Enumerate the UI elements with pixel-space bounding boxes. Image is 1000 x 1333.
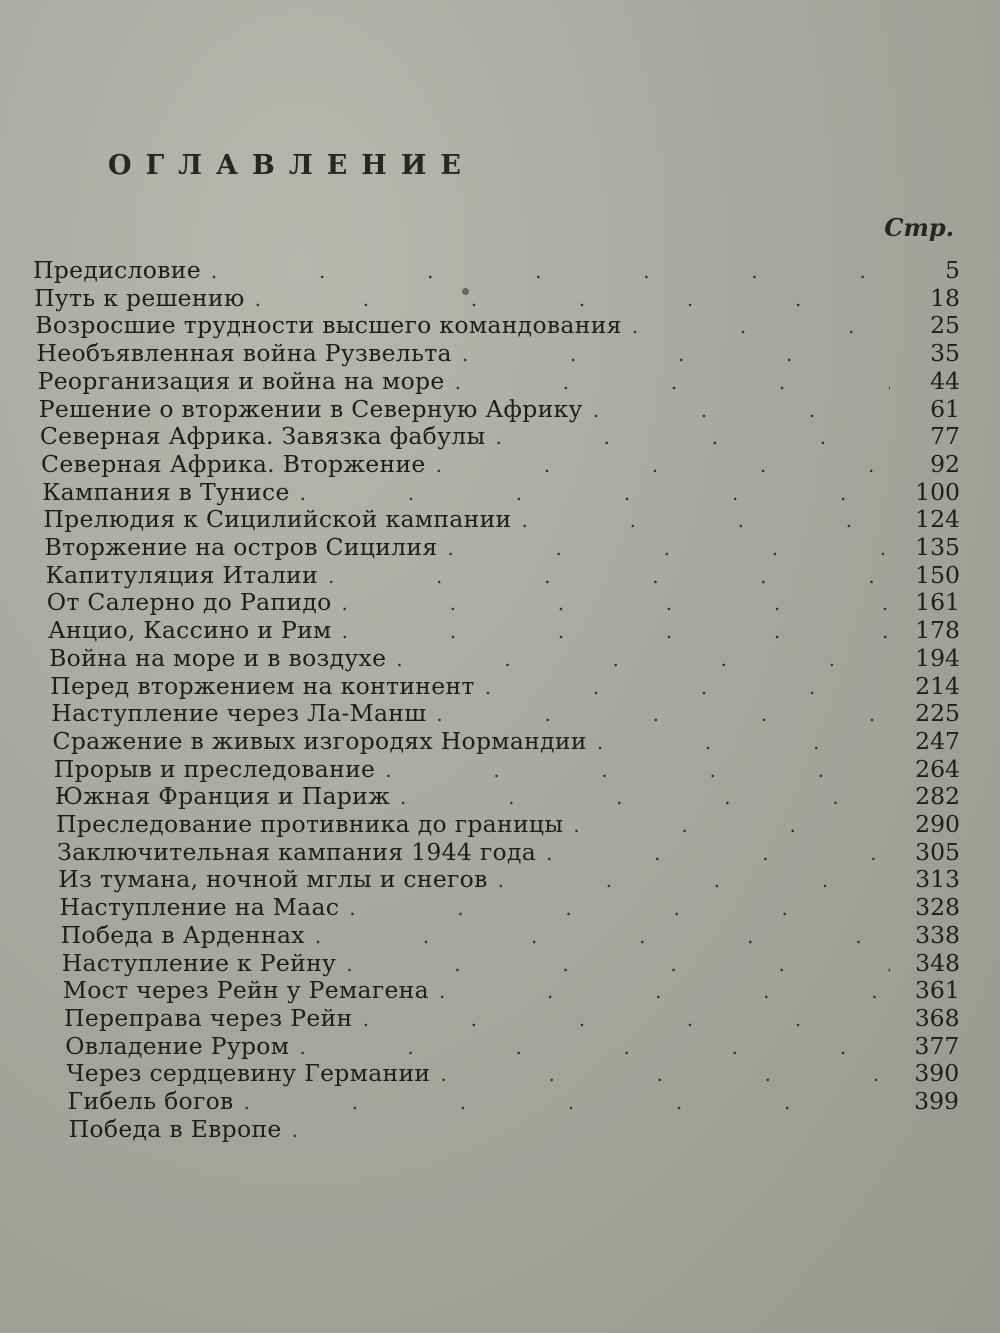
dot-leader [201,257,890,285]
dot-leader [622,312,890,340]
toc-entry-title: Преследование противника до границы [56,810,564,838]
dot-leader [587,728,890,756]
toc-entry-page: 348 [915,948,960,977]
dot-leader [245,285,890,313]
toc-entry-page: 361 [914,976,960,1005]
toc-entry [62,949,960,977]
toc-entry-page: 290 [915,810,960,838]
toc-entry-title: Кампания в Тунисе [42,477,290,506]
toc-entry-title: Северная Африка. Завязка фабулы [39,422,486,451]
toc-entry [48,616,960,644]
toc-entry-page: 25 [930,311,960,340]
toc-entry-title: Овладение Руром [65,1031,290,1060]
toc-entry [57,838,960,866]
toc-entry-title: Наступление к Рейну [61,948,337,977]
dot-leader [488,866,890,894]
toc-entry-page: 77 [930,422,960,451]
toc-entry [64,1004,960,1032]
toc-entry-page: 390 [914,1059,960,1088]
toc-entry [59,893,960,921]
toc-entry [58,865,960,893]
toc-entry-title: Наступление через Ла-Манш [51,699,427,728]
toc-entry-page: 35 [930,339,960,368]
toc-entry [49,644,960,672]
toc-entry-page: 92 [930,449,960,478]
toc-entry-page: 18 [930,283,960,312]
toc-entry-page: 225 [915,699,960,728]
toc-entry [56,810,960,838]
toc-entry [65,1032,959,1060]
toc-entry [50,672,960,700]
toc-entry [43,505,960,533]
toc-entry-page: 282 [915,782,960,811]
dot-leader [536,839,890,867]
dot-leader [305,922,890,950]
toc-entry-title: Наступление на Маас [59,893,340,922]
toc-entry-title: Решение о вторжении в Северную Африку [38,394,583,423]
toc-entry-title: Капитуляция Италии [45,560,318,589]
toc-entry-page: 194 [915,643,960,672]
toc-entry-page: 338 [915,920,960,949]
toc-entry-title: Мост через Рейн у Ремагена [62,976,429,1005]
toc-entry [45,533,961,561]
dot-leader [583,396,890,424]
toc-entry [46,561,960,589]
toc-entry [53,727,960,755]
toc-entry [38,367,960,395]
toc-entry-page: 124 [915,505,960,534]
toc-entry-title: Путь к решению [34,283,245,312]
dot-leader [290,479,890,507]
dot-leader [475,673,890,701]
toc-entry-page: 135 [915,533,960,561]
toc-entry [51,699,960,727]
dot-leader [339,894,890,922]
toc-entry-page: 399 [914,1087,959,1115]
dot-leader [437,534,890,562]
dot-leader [386,645,890,673]
toc-entry [36,339,960,367]
toc-entry-page: 5 [945,256,960,284]
toc-entry-page: 368 [914,1003,960,1032]
dot-leader [332,589,890,617]
toc-entry [33,256,960,284]
page-title: ОГЛАВЛЕНИЕ [108,150,475,181]
toc-entry-page: 305 [915,837,960,866]
toc-entry [40,422,960,450]
toc-entry [47,588,960,616]
toc-entry-title: Заключительная кампания 1944 года [57,837,537,866]
dot-leader [512,506,890,534]
toc-entry [55,782,960,810]
toc-entry [41,450,960,478]
toc-entry-title: Победа в Европе [68,1114,282,1143]
toc-entry-title: Необъявленная война Рузвельта [36,339,452,368]
toc-entry-title: Анцио, Кассино и Рим [47,616,332,645]
toc-entry [34,284,960,312]
dot-leader [426,451,890,479]
toc-entry-title: Переправа через Рейн [64,1003,353,1032]
dot-leader [289,1033,889,1061]
toc-entry [54,755,960,783]
toc-entry-title: Северная Африка. Вторжение [41,449,426,478]
toc-entry-title: Война на море и в воздухе [49,643,387,672]
toc-entry-title: Перед вторжением на континент [50,671,475,700]
toc-entry [68,1087,960,1115]
dot-leader [375,756,890,784]
dot-leader [332,617,890,645]
dot-leader [234,1088,889,1116]
toc-entry-title: Сражение в живых изгородях Нормандии [52,726,587,755]
toc-entry [69,1115,959,1143]
toc-entry [42,478,960,506]
toc-entry-title: Реорганизация и война на море [37,366,445,395]
toc-entry-page: 247 [915,726,960,755]
dot-leader [318,562,890,590]
dot-leader [452,340,890,368]
toc-entry-page: 214 [915,671,960,700]
toc-entry-title: Возросшие трудности высшего командования [35,311,622,340]
toc-entry-title: Прорыв и преследование [53,754,376,783]
toc-entry [39,395,960,423]
toc-entry [63,976,960,1004]
toc-entry-page: 161 [915,588,960,617]
toc-entry [35,311,960,339]
toc-entry-title: Победа в Арденнах [60,920,305,949]
page-column-header: Стр. [884,213,954,242]
dot-leader [390,783,890,811]
dot-leader [485,423,890,451]
dot-leader [445,368,890,396]
toc-entry-page: 264 [915,754,960,783]
toc-entry-title: Предисловие [33,256,201,284]
toc-entry [66,1059,959,1087]
toc-entry-title: Из тумана, ночной мглы и снегов [58,865,488,894]
toc-entry-title: Прелюдия к Сицилийской кампании [43,505,512,534]
toc-entry-page: 178 [915,616,960,645]
toc-entry-page: 61 [930,394,960,423]
toc-entry-page: 313 [915,865,960,894]
toc-entry-title: Южная Франция и Париж [54,782,391,811]
dot-leader [282,1116,352,1144]
dot-leader [563,811,890,839]
dot-leader [336,950,890,978]
dot-leader [430,1060,889,1088]
toc-entry-title: От Салерно до Рапидо [46,588,332,617]
toc-entry-title: Гибель богов [67,1087,234,1115]
dot-leader [426,700,890,728]
toc-entry-title: Вторжение на остров Сицилия [44,533,438,561]
toc-entry-title: Через сердцевину Германии [66,1059,431,1088]
toc-entry [61,921,960,949]
toc-entry-page: 44 [930,366,960,395]
toc-entry-page: 377 [914,1031,960,1060]
toc-entry-page: 150 [915,560,960,589]
toc-entry-page: 100 [915,477,960,506]
dot-leader [429,977,890,1005]
toc-entry-page: 328 [915,893,960,922]
dot-leader [353,1005,890,1033]
